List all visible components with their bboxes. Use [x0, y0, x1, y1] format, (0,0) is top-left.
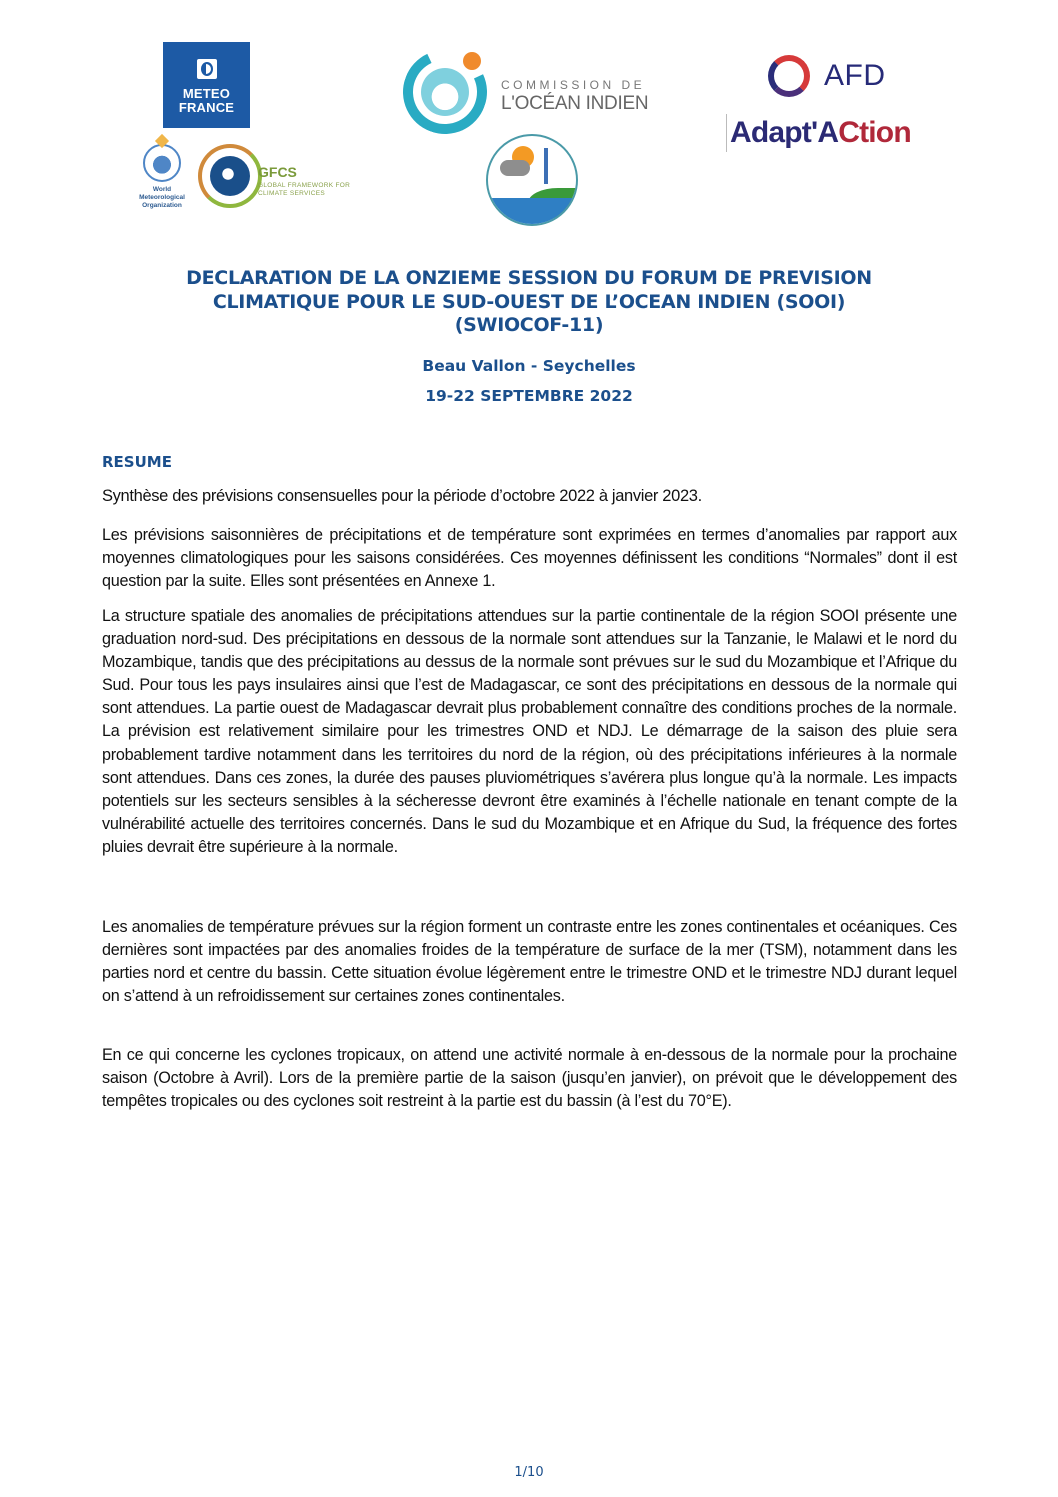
coi-sun-icon: [463, 52, 481, 70]
gfcs-logo: [198, 144, 360, 210]
wmo-text-line2: Meteorological: [139, 194, 185, 201]
summary-paragraph-temperature: Les anomalies de température prévues sur la région forment un contraste entre les zones continentales et océaniques. Ces dernières sont impactées par des anomalies froides de la température de surface de la mer (TSM), notamment dans les parties nord et centre du bassin. Cette situation évolue légèrement entre le trimestre OND et le trimestre NDJ durant lequel on s’attend à un refroidissement sur certaines zones continentales.: [102, 918, 957, 1006]
section-heading-resume: RESUME: [102, 453, 172, 471]
gfcs-name: GFCS: [258, 164, 297, 180]
document-title: [100, 267, 958, 338]
wmo-text-line1: World: [152, 186, 172, 193]
wmo-text-line3: Organization: [142, 202, 182, 209]
gfcs-subtitle: [258, 182, 350, 198]
document-title-line2: CLIMATIQUE POUR LE SUD-OUEST DE L’OCEAN INDIEN (SOOI): [212, 290, 846, 313]
thermometer-icon: [544, 148, 548, 184]
adaptaction-globe-letter-icon: C: [838, 116, 860, 149]
document-title-line1: DECLARATION DE LA ONZIEME SESSION DU FORUM DE PREVISION: [186, 267, 872, 289]
seychelles-met-authority-logo: [486, 134, 578, 226]
coi-text-line1: COMMISSION DE: [501, 78, 646, 92]
meteo-france-logo: [163, 42, 250, 128]
coi-logo: [401, 46, 651, 136]
wmo-wordmark: [129, 186, 195, 210]
meteo-france-wordmark: [163, 87, 250, 115]
adaptaction-logo: [726, 114, 941, 154]
summary-paragraph-precipitation: La structure spatiale des anomalies de précipitations attendues sur la partie continentale de la région SOOI présente une graduation nord-sud. Des précipitations en dessous de la normale sont attendues sur la Tanzanie, le Malawi et le nord du Mozambique, tandis que des précipitations au dessus de la normale sont prévues sur le sud du Mozambique et l’Afrique du Sud. Pour tous les pays insulaires ainsi que l’est de Madagascar, ce sont des précipitations en dessous de la normale qui sont attendues. La partie ouest de Madagascar devrait plus probablement connaître des conditions proches de la normale. La prévision est relativement similaire pour les trimestres OND et NDJ. Le démarrage de la saison des pluie sera probablement tardive notamment dans les territoires du nord de la région, où des précipitations inférieures à la normale sont attendues. Dans ces zones, la durée des pauses pluviométriques s’avérera plus longue qu’à la normale. Les impacts potentiels sur les secteurs sensibles à la sécheresse devront être examinés à l’échelle nationale en tenant compte de la vulnérabilité actuelle des territoires concernés. Dans le sud du Mozambique et en Afrique du Sud, la fréquence des fortes pluies devrait être supérieure à la normale.: [102, 607, 957, 856]
gfcs-subtitle-line1: GLOBAL FRAMEWORK FOR: [258, 182, 351, 189]
event-location: Beau Vallon - Seychelles: [422, 357, 636, 375]
coi-text-line2: L'OCÉAN INDIEN: [501, 93, 649, 114]
summary-paragraph-cyclones: En ce qui concerne les cyclones tropicaux, on attend une activité normale à en-dessous de la normale pour la prochaine saison (Octobre à Avril). Lors de la première partie de la saison (jusqu’en janvier), on prévoit que le développement des tempêtes tropicales ou des cyclones soit restreint à la partie est du bassin (à l’est du 70°E).: [102, 1046, 957, 1111]
wmo-globe-icon: [143, 144, 181, 182]
sea-icon: [488, 198, 576, 226]
summary-paragraph-intro: Les prévisions saisonnières de précipitations et de température sont exprimées en termes d’anomalies par rapport aux moyennes climatologiques pour les saisons considérées. Ces moyennes définissent les conditions “Normales” dont il est question par la suite. Elles sont présentées en Annexe 1.: [102, 526, 957, 591]
page-number: 1/10: [514, 1465, 544, 1480]
rain-cloud-icon: [500, 160, 530, 176]
meteo-france-text-line2: FRANCE: [178, 100, 235, 115]
event-date: 19-22 SEPTEMBRE 2022: [425, 387, 633, 405]
afd-wordmark: AFD: [824, 59, 886, 92]
wmo-logo: [135, 138, 189, 218]
gfcs-globe-icon: [210, 156, 250, 196]
coi-wave-icon: [421, 68, 469, 116]
adaptaction-text-main: Adapt'A: [730, 116, 839, 149]
afd-logo: [768, 55, 918, 99]
gfcs-subtitle-line2: CLIMATE SERVICES: [258, 190, 326, 197]
meteo-france-emblem-icon: [197, 59, 217, 79]
afd-ring-icon: [768, 55, 810, 97]
adaptaction-text-end: tion: [859, 116, 911, 149]
summary-subtitle: Synthèse des prévisions consensuelles pour la période d’octobre 2022 à janvier 2023.: [102, 487, 702, 505]
adaptaction-wordmark: [730, 116, 911, 150]
meteo-france-text-line1: METEO: [182, 86, 231, 101]
document-title-line3: (SWIOCOF-11): [454, 314, 604, 336]
logo-divider: [726, 114, 727, 152]
